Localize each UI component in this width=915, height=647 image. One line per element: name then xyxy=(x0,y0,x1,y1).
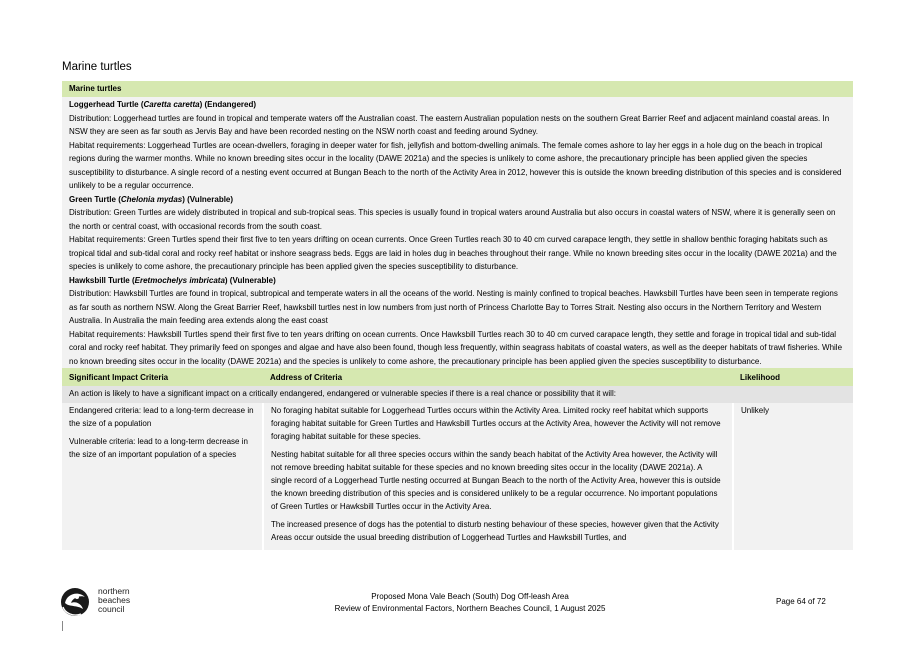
block-header: Marine turtles xyxy=(62,81,853,97)
distribution-green: Distribution: Green Turtles are widely distributed in tropical and sub-tropical seas. This species is usually found in tropical waters around Australia but also occurs in coastal waters of NSW, where it is generally seen on the north or central coast, with occasional records from the south coast. xyxy=(69,208,836,231)
table-header-row xyxy=(62,368,853,386)
species-heading-hawksbill: Hawksbill Turtle (Eretmochelys imbricata) (Vulnerable) xyxy=(69,275,276,285)
header-criteria: Significant Impact Criteria xyxy=(62,368,263,386)
criteria-cell xyxy=(62,403,263,550)
distribution-loggerhead: Distribution: Loggerhead turtles are found in tropical and temperate waters off the Australian coast. The eastern Australian population nests on the southern Great Barrier Reef and adjacent mainland coastal areas. In NSW they are seen as far south as Jervis Bay and have been recorded nesting on the NSW north coast and feeding around Sydney. xyxy=(69,113,830,136)
species-heading-green: Green Turtle (Chelonia mydas) (Vulnerable) xyxy=(69,194,234,204)
address-paragraph-1: No foraging habitat suitable for Loggerhead Turtles occurs within the Activity Area. Limited rocky reef habitat which supports foraging habitat suitable for Green Turtles and Hawksbill Turtles occurs at the Activity Area, however the Activity will not remove foraging habitat suitable for these species. xyxy=(271,406,721,441)
intro-row xyxy=(62,386,853,403)
species-heading-loggerhead: Loggerhead Turtle (Caretta caretta) (Endangered) xyxy=(69,100,257,109)
likelihood-cell: Unlikely xyxy=(733,403,853,550)
habitat-green: Habitat requirements: Green Turtles spend their first five to ten years drifting on ocean currents. Once Green Turtles reach 30 to 40 cm curved carapace length, they settle in shallow benthic foraging habitats such as tropical tidal and sub-tidal coral and rocky reef habitat or inshore seagrass beds. Eggs are laid in holes dug in beaches throughout their range. While no known breeding sites occur in the locality (DAWE 2021a) and the species is unlikely to come ashore, the precautionary principle has been applied given the species susceptibility to disturbance. xyxy=(69,235,837,271)
header-likelihood: Likelihood xyxy=(733,368,853,386)
address-paragraph-3: The increased presence of dogs has the potential to disturb nesting behaviour of these species, however given that the Activity Areas occur outside the usual breeding distribution of Loggerhead Turtles and Hawksbill Turtles, and xyxy=(271,520,719,542)
council-logo-text: northern beaches council xyxy=(98,586,131,614)
marine-turtles-table xyxy=(62,81,853,550)
intro-text: An action is likely to have a significant impact on a critically endangered, endangered or vulnerable species if there is a real chance or possibility that it will: xyxy=(62,386,853,403)
header-address: Address of Criteria xyxy=(263,368,733,386)
address-cell xyxy=(263,403,733,550)
address-paragraph-2: Nesting habitat suitable for all three species occurs within the sandy beach habitat of the Activity Area however, the Activity will not remove breeding habitat suitable for these species and no known breeding sites occur in the locality (DAWE 2021a). A single record of a Loggerhead Turtle nesting occurred at Bungan Beach to the north of the Activity Area, however this is outside the known breeding distribution of this species and is considered unlikely to be a regular occurrence. No important populations of Green Turtles or Hawksbill Turtles occur in the Activity Area. xyxy=(271,450,721,511)
criteria-vulnerable: Vulnerable criteria: lead to a long-term decrease in the size of an important population of a species xyxy=(69,437,248,459)
habitat-loggerhead: Habitat requirements: Loggerhead Turtles are ocean-dwellers, foraging in deeper water for fish, jellyfish and bottom-dwelling animals. The female comes ashore to lay her eggs in a hole dug on the beach in tropical regions during the warmer months. While no known breeding sites occur in the locality (DAWE 2021a) and the species is unlikely to come ashore, the precautionary principle has been applied given the species susceptibility to disturbance. A single record of a nesting event occurred at Bungan Beach to the north of the Activity Area in 2012, however this is outside the known breeding distribution of this species and is considered unlikely to be a regular occurrence. xyxy=(69,140,842,190)
criteria-endangered: Endangered criteria: lead to a long-term decrease in the size of a population xyxy=(69,406,254,428)
footer-document-title: Proposed Mona Vale Beach (South) Dog Off-leash Area Review of Environmental Factors, Northern Beaches Council, 1 August 2025 xyxy=(334,592,606,613)
footer-divider xyxy=(62,621,63,631)
section-title: Marine turtles xyxy=(62,61,132,73)
significant-impact-table xyxy=(62,368,853,550)
distribution-hawksbill: Distribution: Hawksbill Turtles are found in tropical, subtropical and temperate waters in all the oceans of the world. Nesting is mainly confined to tropical beaches. Hawksbill Turtles have been seen in temperate regions as far south as northern NSW. Along the Great Barrier Reef, hawksbill turtles nest in low numbers from just north of Princess Charlotte Bay to Torres Strait. Nesting also occurs in the Northern Territory and Western Australia. In Australia the main feeding area extends along the east coast xyxy=(69,289,838,325)
table-row xyxy=(62,403,853,550)
page-number: Page 64 of 72 xyxy=(776,597,826,606)
species-descriptions xyxy=(62,97,853,368)
habitat-hawksbill: Habitat requirements: Hawksbill Turtles spend their first five to ten years drifting on ocean currents. Once Hawksbill Turtles reach 30 to 40 cm curved carapace length, they settle and forage in tropical tidal and sub-tidal coral and rocky reef habitat. They primarily feed on sponges and algae and have also been found, though less frequently, within seagrass habitats of coastal waters, as well as the deeper habitats of trawl fisheries. While no known breeding sites occur in the locality (DAWE 2021a) and the species is unlikely to come ashore, the precautionary principle has been applied given the species susceptibility to disturbance. xyxy=(69,329,843,366)
